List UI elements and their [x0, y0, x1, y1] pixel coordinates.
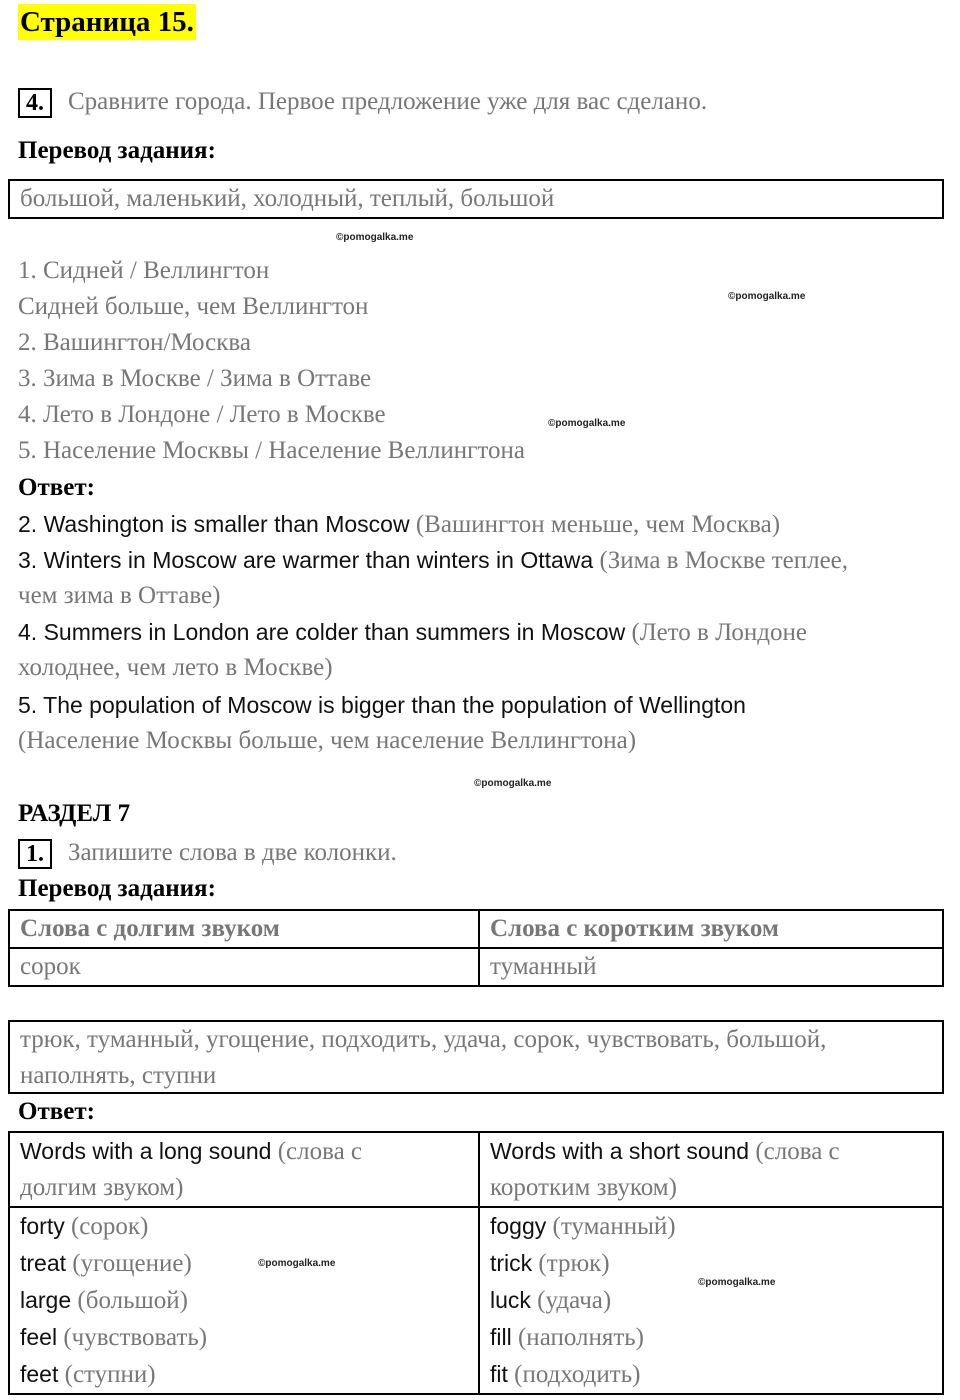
word-russian: (угощение) — [72, 1250, 192, 1277]
list-item: Сидней больше, чем Веллингтон — [18, 293, 369, 320]
task-instruction: Сравните города. Первое предложение уже для вас сделано. — [68, 88, 708, 115]
word-box — [8, 179, 944, 219]
word-russian: (трюк) — [538, 1250, 610, 1277]
table-header-cell — [479, 1132, 943, 1207]
answer-english: 4. Summers in London are colder than summers in Moscow — [18, 619, 626, 645]
task-number: 4. — [18, 88, 52, 118]
answer-russian-cont: холоднее, чем лето в Москве) — [18, 654, 333, 681]
task-number: 1. — [18, 839, 52, 869]
answer-russian-cont: (Население Москвы больше, чем население Веллингтона) — [18, 727, 637, 754]
word-russian: (сорок) — [70, 1213, 149, 1240]
word-english: fit — [490, 1361, 508, 1387]
watermark-text: ©pomogalka.me — [336, 232, 414, 243]
translation-heading: Перевод задания: — [18, 875, 216, 902]
translation-heading: Перевод задания: — [18, 137, 216, 164]
table-row — [9, 1207, 943, 1394]
header-russian-cont: коротким звуком) — [490, 1174, 677, 1201]
list-item — [20, 1282, 468, 1319]
task-instruction: Запишите слова в две колонки. — [68, 839, 397, 866]
list-item: 5. Население Москвы / Население Веллингтона — [18, 437, 525, 464]
answer-russian: (Лето в Лондоне — [631, 619, 807, 646]
word-english: luck — [490, 1287, 531, 1313]
word-box-text: трюк, туманный, угощение, подходить, удача, сорок, чувствовать, большой, — [20, 1026, 827, 1053]
word-english: forty — [20, 1213, 65, 1239]
answer-table — [8, 1131, 944, 1395]
watermark-text: ©pomogalka.me — [548, 418, 626, 429]
list-item — [20, 1208, 468, 1245]
word-english: feel — [20, 1324, 58, 1350]
header-english: Words with a short sound — [490, 1138, 750, 1164]
table-header-row — [9, 910, 943, 948]
header-russian: (слова с — [755, 1138, 840, 1165]
answer-line — [18, 506, 780, 543]
word-english: foggy — [490, 1213, 547, 1239]
answer-english: 3. Winters in Moscow are warmer than winters in Ottawa — [18, 547, 594, 573]
answer-english: 2. Washington is smaller than Moscow — [18, 511, 410, 537]
watermark-text: ©pomogalka.me — [698, 1277, 776, 1288]
section-heading: РАЗДЕЛ 7 — [18, 800, 131, 827]
table-header-row — [9, 1132, 943, 1207]
watermark-text: ©pomogalka.me — [258, 1258, 336, 1269]
list-item: 2. Вашингтон/Москва — [18, 329, 251, 356]
table-cell: сорок — [9, 948, 479, 986]
answer-heading: Ответ: — [18, 1098, 95, 1125]
answer-line — [18, 614, 807, 651]
list-item — [20, 1356, 468, 1393]
word-box-text: наполнять, ступни — [20, 1062, 217, 1089]
table-cell: туманный — [479, 948, 943, 986]
task-4-instruction-row — [18, 84, 707, 120]
header-russian: (слова с — [277, 1138, 363, 1165]
word-russian: (ступни) — [64, 1361, 156, 1388]
header-english: Words with a long sound — [20, 1138, 272, 1164]
list-item — [490, 1356, 932, 1393]
word-english: trick — [490, 1250, 533, 1276]
answer-russian: (Зима в Москве теплее, — [599, 547, 849, 574]
header-russian-cont: долгим звуком) — [20, 1174, 184, 1201]
list-item — [490, 1208, 932, 1245]
list-item — [20, 1245, 468, 1282]
list-item: 4. Лето в Лондоне / Лето в Москве — [18, 401, 386, 428]
answer-english: 5. The population of Moscow is bigger than the population of Wellington — [18, 692, 746, 718]
word-russian: (большой) — [77, 1287, 188, 1314]
answer-russian: (Вашингтон меньше, чем Москва) — [415, 511, 781, 538]
translation-table — [8, 909, 944, 987]
word-english: large — [20, 1287, 72, 1313]
answer-heading: Ответ: — [18, 474, 95, 501]
table-header-cell: Слова с коротким звуком — [479, 910, 943, 948]
answer-line — [18, 542, 848, 579]
word-russian: (наполнять) — [517, 1324, 645, 1351]
word-box-text: большой, маленький, холодный, теплый, большой — [20, 185, 555, 212]
word-russian: (чувствовать) — [63, 1324, 208, 1351]
list-item: 3. Зима в Москве / Зима в Оттаве — [18, 365, 372, 392]
word-russian: (туманный) — [552, 1213, 676, 1240]
word-english: fill — [490, 1324, 512, 1350]
answer-line — [18, 687, 746, 724]
word-box — [8, 1020, 944, 1094]
list-item — [490, 1319, 932, 1356]
short-words-cell — [479, 1207, 943, 1394]
word-russian: (подходить) — [514, 1361, 641, 1388]
watermark-text: ©pomogalka.me — [728, 291, 806, 302]
task-1-instruction-row — [18, 835, 397, 871]
answer-russian-cont: чем зима в Оттаве) — [18, 582, 221, 609]
table-header-cell: Слова с долгим звуком — [9, 910, 479, 948]
watermark-text: ©pomogalka.me — [474, 778, 552, 789]
word-russian: (удача) — [537, 1287, 612, 1314]
list-item: 1. Сидней / Веллингтон — [18, 257, 270, 284]
table-row — [9, 948, 943, 986]
table-header-cell — [9, 1132, 479, 1207]
word-english: feet — [20, 1361, 59, 1387]
list-item — [20, 1319, 468, 1356]
page-title: Страница 15. — [20, 6, 194, 38]
word-english: treat — [20, 1250, 67, 1276]
long-words-cell — [9, 1207, 479, 1394]
